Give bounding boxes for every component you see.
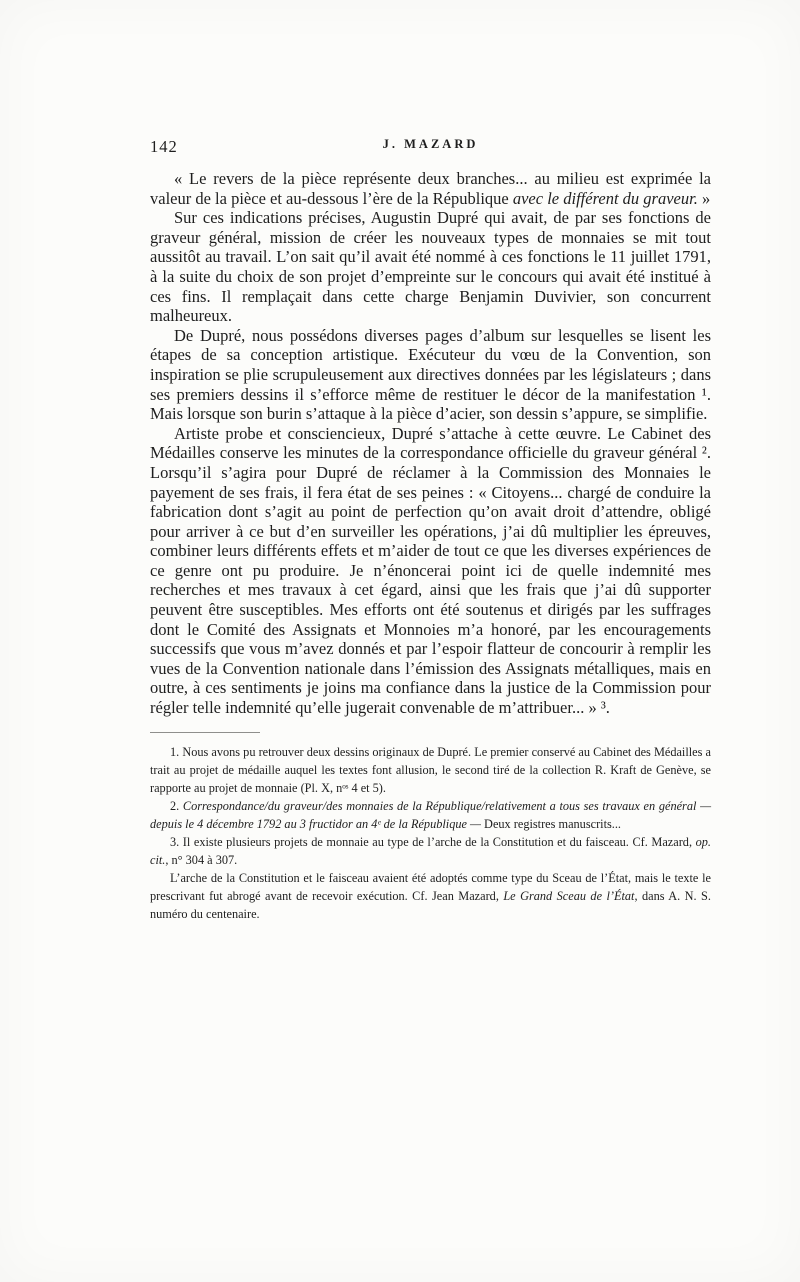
page-number: 142 [150, 137, 178, 156]
paragraph [150, 833, 711, 869]
italic-text-segment: op. cit. [150, 834, 711, 867]
paragraph [150, 424, 711, 718]
footnotes [150, 743, 711, 923]
text-segment: » [697, 188, 711, 208]
text-segment: , dans A. N. S. numéro du centenaire. [150, 888, 711, 921]
text-segment: L’arche de la Constitution et le faisceau avaient été adoptés comme type du Sceau de l’État, mais le texte le prescrivant fut abrogé avant de recevoir exécution. Cf. Jean Mazard, [150, 870, 711, 903]
text-segment: Deux registres manuscrits... [480, 816, 621, 831]
running-title: J. MAZARD [382, 137, 479, 151]
paragraph [150, 743, 711, 797]
paragraph [150, 326, 711, 424]
italic-text-segment: Correspondance/du graveur/des monnaies de la République/relativement a tous ses travaux en général — depuis le 4 décembre 1792 au 3 fructidor an 4ᵉ de la République — [150, 798, 712, 831]
text-segment: , n° 304 à 307. [165, 852, 238, 867]
italic-text-segment: Le Grand Sceau de l’État [503, 888, 635, 903]
text-segment: « Le revers de la pièce représente deux branches... au milieu est exprimée la valeur de la pièce et au-dessous l’ère de la République [150, 169, 711, 208]
text-segment: De Dupré, nous possédons diverses pages d’album sur lesquelles se lisent les étapes de sa conception artistique. Exécuteur du vœu de la Convention, son inspiration se plie scrupuleusement aux directives données par les législateurs ; dans ses premiers dessins il s’efforce même de restituer le décor de la manifestation ¹. Mais lorsque son burin s’attaque à la pièce d’acier, son dessin s’appure, se simplifie. [150, 325, 711, 424]
paragraph [150, 208, 711, 326]
text-segment: Artiste probe et consciencieux, Dupré s’attache à cette œuvre. Le Cabinet des Médailles conserve les minutes de la correspondance officielle du graveur général ². Lorsqu’il s’agira pour Dupré de réclamer à la Commission des Monnaies le payement de ses frais, il fera état de ses peines : « Citoyens... chargé de conduire la fabrication dont s’agit au point de perfection qu’on avait droit d’attendre, obligé pour arriver à ce but d’en surveiller les opérations, j’ai dû multiplier les épreuves, combiner leurs différents effets et m’aider de tout ce que les diverses expériences de ce genre ont pu produire. Je n’énoncerai point ici de quelle indemnité mes recherches et mes travaux à cet égard, ainsi que les frais que j’ai dû supporter peuvent être susceptibles. Mes efforts ont été soutenus et dirigés par les suffrages dont le Comité des Assignats et Monnoies m’a honoré, par les encouragements successifs que vous m’avez donnés et par l’espoir flatteur de concourir à remplir les vues de la Convention nationale dans l’émission des Assignats métalliques, mais en outre, à ces sentiments je joins ma confiance dans la justice de la Commission pour régler telle indemnité qu’elle jugerait convenable de m’attribuer... » ³. [150, 423, 711, 718]
text-segment: 2. [170, 798, 183, 813]
italic-text-segment: avec le différent du graveur. [512, 188, 698, 208]
paragraph [150, 797, 711, 833]
text-block [150, 137, 711, 923]
text-segment: Sur ces indications précises, Augustin Dupré qui avait, de par ses fonctions de graveur général, mission de créer les nouveaux types de monnaies se mit tout aussitôt au travail. L’on sait qu’il avait été nommé à ces fonctions le 11 juillet 1791, à la suite du choix de son projet d’empreinte sur le concours qui avait été institué à ces fins. Il remplaçait dans cette charge Benjamin Duvivier, son concurrent malheureux. [150, 208, 711, 326]
paragraph [150, 169, 711, 208]
footnote-separator [150, 732, 260, 733]
text-segment: 3. Il existe plusieurs projets de monnaie au type de l’arche de la Constitution et du faisceau. Cf. Mazard, [170, 834, 696, 849]
page-header [150, 137, 711, 159]
text-segment: 1. Nous avons pu retrouver deux dessins originaux de Dupré. Le premier conservé au Cabinet des Médailles a trait au projet de médaille auquel les textes font allusion, le second tiré de la collection R. Kraft de Genève, se rapporte au projet de monnaie (Pl. X, nᵒˢ 4 et 5). [150, 744, 711, 795]
paragraph [150, 869, 711, 923]
body-text [150, 169, 711, 718]
